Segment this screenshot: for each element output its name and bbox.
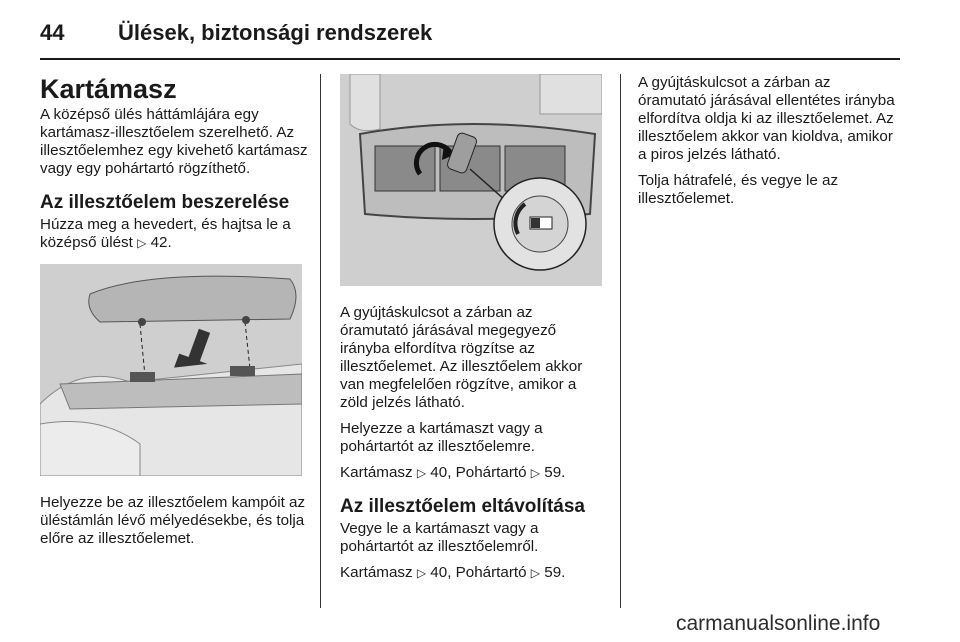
- ref-armrest-page: 40, Pohártartó: [430, 464, 527, 481]
- column-divider-right: [620, 74, 621, 608]
- column-2: [340, 74, 602, 590]
- figure-key-lock: [340, 74, 602, 286]
- install-instruction-text: Húzza meg a hevedert, és hajtsa le a középső ülést: [40, 216, 291, 251]
- adapter-installation-illustration: [40, 264, 302, 476]
- ref-cupholder-page: 59.: [544, 564, 566, 581]
- ref-armrest-page: 40, Pohártartó: [430, 564, 527, 581]
- reference-arrow-icon: ▷: [137, 236, 147, 250]
- reference-arrow-icon: ▷: [530, 466, 541, 480]
- install-heading: Az illesztőelem beszerelése: [40, 192, 290, 213]
- unlock-paragraph: A gyújtáskulcsot a zárban az óramutató járásával ellentétes irányba elfordítva oldja ki az illesztőelemet. Az illesztőelem akkor van kioldva, amikor a piros jelzés látható.: [638, 74, 895, 163]
- place-armrest-paragraph: Helyezze a kartámaszt vagy a pohártartót az illesztőelemre.: [340, 420, 543, 455]
- section-title: Kartámasz: [40, 74, 177, 104]
- ref-armrest-label: Kartámasz: [340, 464, 413, 481]
- removal-heading: Az illesztőelem eltávolítása: [340, 496, 585, 517]
- install-instruction-ref: 42.: [150, 234, 172, 251]
- reference-arrow-icon: ▷: [416, 466, 427, 480]
- remove-paragraph: Tolja hátrafelé, és vegye le az illesztőelemet.: [638, 172, 839, 207]
- ref-cupholder-page: 59.: [544, 464, 566, 481]
- figure-1-caption: Helyezze be az illesztőelem kampóit az üléstámlán lévő mélyedésekbe, és tolja előre az illesztőelemet.: [40, 494, 306, 547]
- lock-paragraph: A gyújtáskulcsot a zárban az óramutató járásával megegyező irányba elfordítva rögzítse az illesztőelemet. Az illesztőelem akkor van megfelelően rögzítve, amikor a zöld jelzés látható.: [340, 304, 583, 411]
- key-lock-illustration: [340, 74, 602, 286]
- cross-reference-1: [340, 464, 602, 482]
- column-divider-left: [320, 74, 321, 608]
- ref-armrest-label: Kartámasz: [340, 564, 413, 581]
- intro-paragraph: A középső ülés háttámlájára egy kartámasz-illesztőelem szerelhető. Az illesztőelemhez egy kivehető kartámasz vagy egy pohártartó rögzíthető.: [40, 106, 308, 177]
- reference-arrow-icon: ▷: [530, 566, 541, 580]
- running-title: Ülések, biztonsági rendszerek: [118, 20, 433, 45]
- removal-paragraph: Vegye le a kartámaszt vagy a pohártartót az illesztőelemről.: [340, 520, 539, 555]
- column-1: [40, 74, 308, 556]
- watermark: carmanualsonline.info: [676, 612, 881, 635]
- header-rule: [40, 58, 900, 60]
- reference-arrow-icon: ▷: [416, 566, 427, 580]
- install-instruction: [40, 216, 308, 252]
- figure-adapter-installation: [40, 264, 302, 476]
- page-header: [40, 10, 900, 56]
- cross-reference-2: [340, 564, 602, 582]
- column-3: [638, 74, 900, 216]
- page-number: 44: [40, 20, 65, 45]
